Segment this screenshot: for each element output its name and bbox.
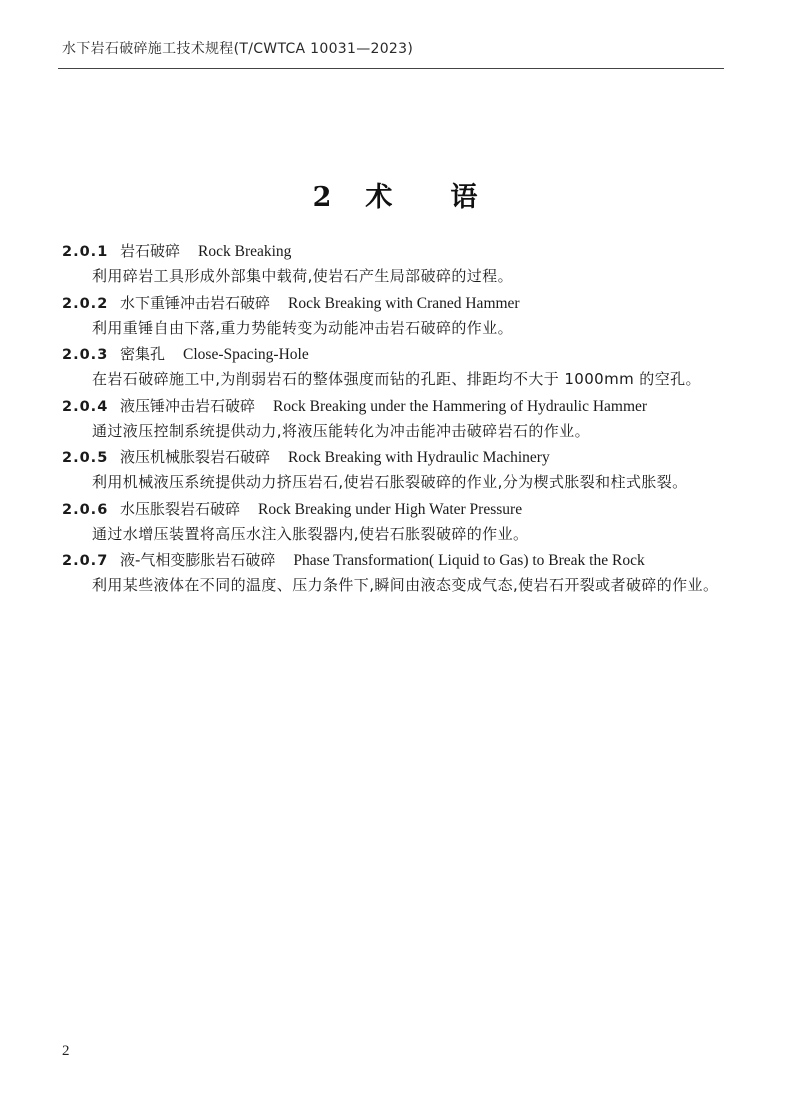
page-number: 2: [62, 1043, 70, 1059]
term-english-name: Rock Breaking under High Water Pressure: [258, 500, 523, 518]
chapter-title-char-1: 术: [365, 182, 393, 213]
term-definition: 利用碎岩工具形成外部集中载荷,使岩石产生局部破碎的过程。: [92, 267, 513, 285]
term-chinese-name: 液压机械胀裂岩石破碎: [120, 448, 271, 466]
term-number: 2.0.5: [62, 450, 109, 466]
term-entry: [62, 547, 726, 599]
chapter-number: 2: [312, 182, 332, 213]
term-number: 2.0.3: [62, 347, 109, 363]
term-english-name: Phase Transformation( Liquid to Gas) to Break the Rock: [293, 552, 645, 569]
term-definition: 在岩石破碎施工中,为削弱岩石的整体强度而钻的孔距、排距均不大于 1000mm 的空孔。: [92, 370, 701, 388]
term-number: 2.0.7: [62, 553, 109, 569]
term-entry: [62, 496, 726, 548]
term-definition: 通过液压控制系统提供动力,将液压能转化为冲击能冲击破碎岩石的作业。: [92, 421, 590, 440]
term-number: 2.0.4: [62, 398, 109, 415]
term-chinese-name: 岩石破碎: [120, 242, 181, 260]
chapter-title-char-2: 语: [450, 182, 478, 213]
term-entry: [62, 444, 726, 496]
term-heading: [62, 444, 726, 470]
term-number: 2.0.6: [62, 501, 109, 518]
term-english-name: Close-Spacing-Hole: [183, 346, 309, 363]
term-chinese-name: 液-气相变膨胀岩石破碎: [120, 551, 276, 569]
header-rule: [58, 68, 724, 69]
term-definition: 利用重锤自由下落,重力势能转变为动能冲击岩石破碎的作业。: [92, 318, 513, 337]
term-heading: [62, 496, 726, 522]
term-definition: 利用机械液压系统提供动力挤压岩石,使岩石胀裂破碎的作业,分为楔式胀裂和柱式胀裂。: [92, 473, 688, 491]
term-heading: [62, 238, 726, 264]
term-entry: [62, 341, 726, 393]
term-heading: [62, 290, 726, 316]
term-english-name: Rock Breaking under the Hammering of Hydraulic Hammer: [273, 397, 648, 415]
term-chinese-name: 水压胀裂岩石破碎: [120, 499, 241, 518]
chapter-title: [0, 175, 790, 214]
term-entry: [62, 393, 726, 445]
term-english-name: Rock Breaking: [198, 243, 292, 260]
terms-list: [62, 238, 726, 599]
term-number: 2.0.2: [62, 295, 109, 312]
term-english-name: Rock Breaking with Hydraulic Machinery: [288, 449, 550, 466]
term-entry: [62, 238, 726, 290]
term-heading: [62, 547, 726, 573]
term-chinese-name: 液压锤冲击岩石破碎: [120, 396, 256, 415]
term-chinese-name: 密集孔: [120, 345, 166, 363]
term-heading: [62, 393, 726, 419]
term-entry: [62, 290, 726, 342]
term-number: 2.0.1: [62, 244, 109, 260]
term-heading: [62, 341, 726, 367]
term-definition: 利用某些液体在不同的温度、压力条件下,瞬间由液态变成气态,使岩石开裂或者破碎的作业。: [92, 576, 719, 594]
term-definition: 通过水增压装置将高压水注入胀裂器内,使岩石胀裂破碎的作业。: [92, 524, 529, 543]
term-english-name: Rock Breaking with Craned Hammer: [288, 294, 520, 312]
term-chinese-name: 水下重锤冲击岩石破碎: [120, 293, 271, 312]
running-header: 水下岩石破碎施工技术规程(T/CWTCA 10031—2023): [62, 41, 414, 57]
